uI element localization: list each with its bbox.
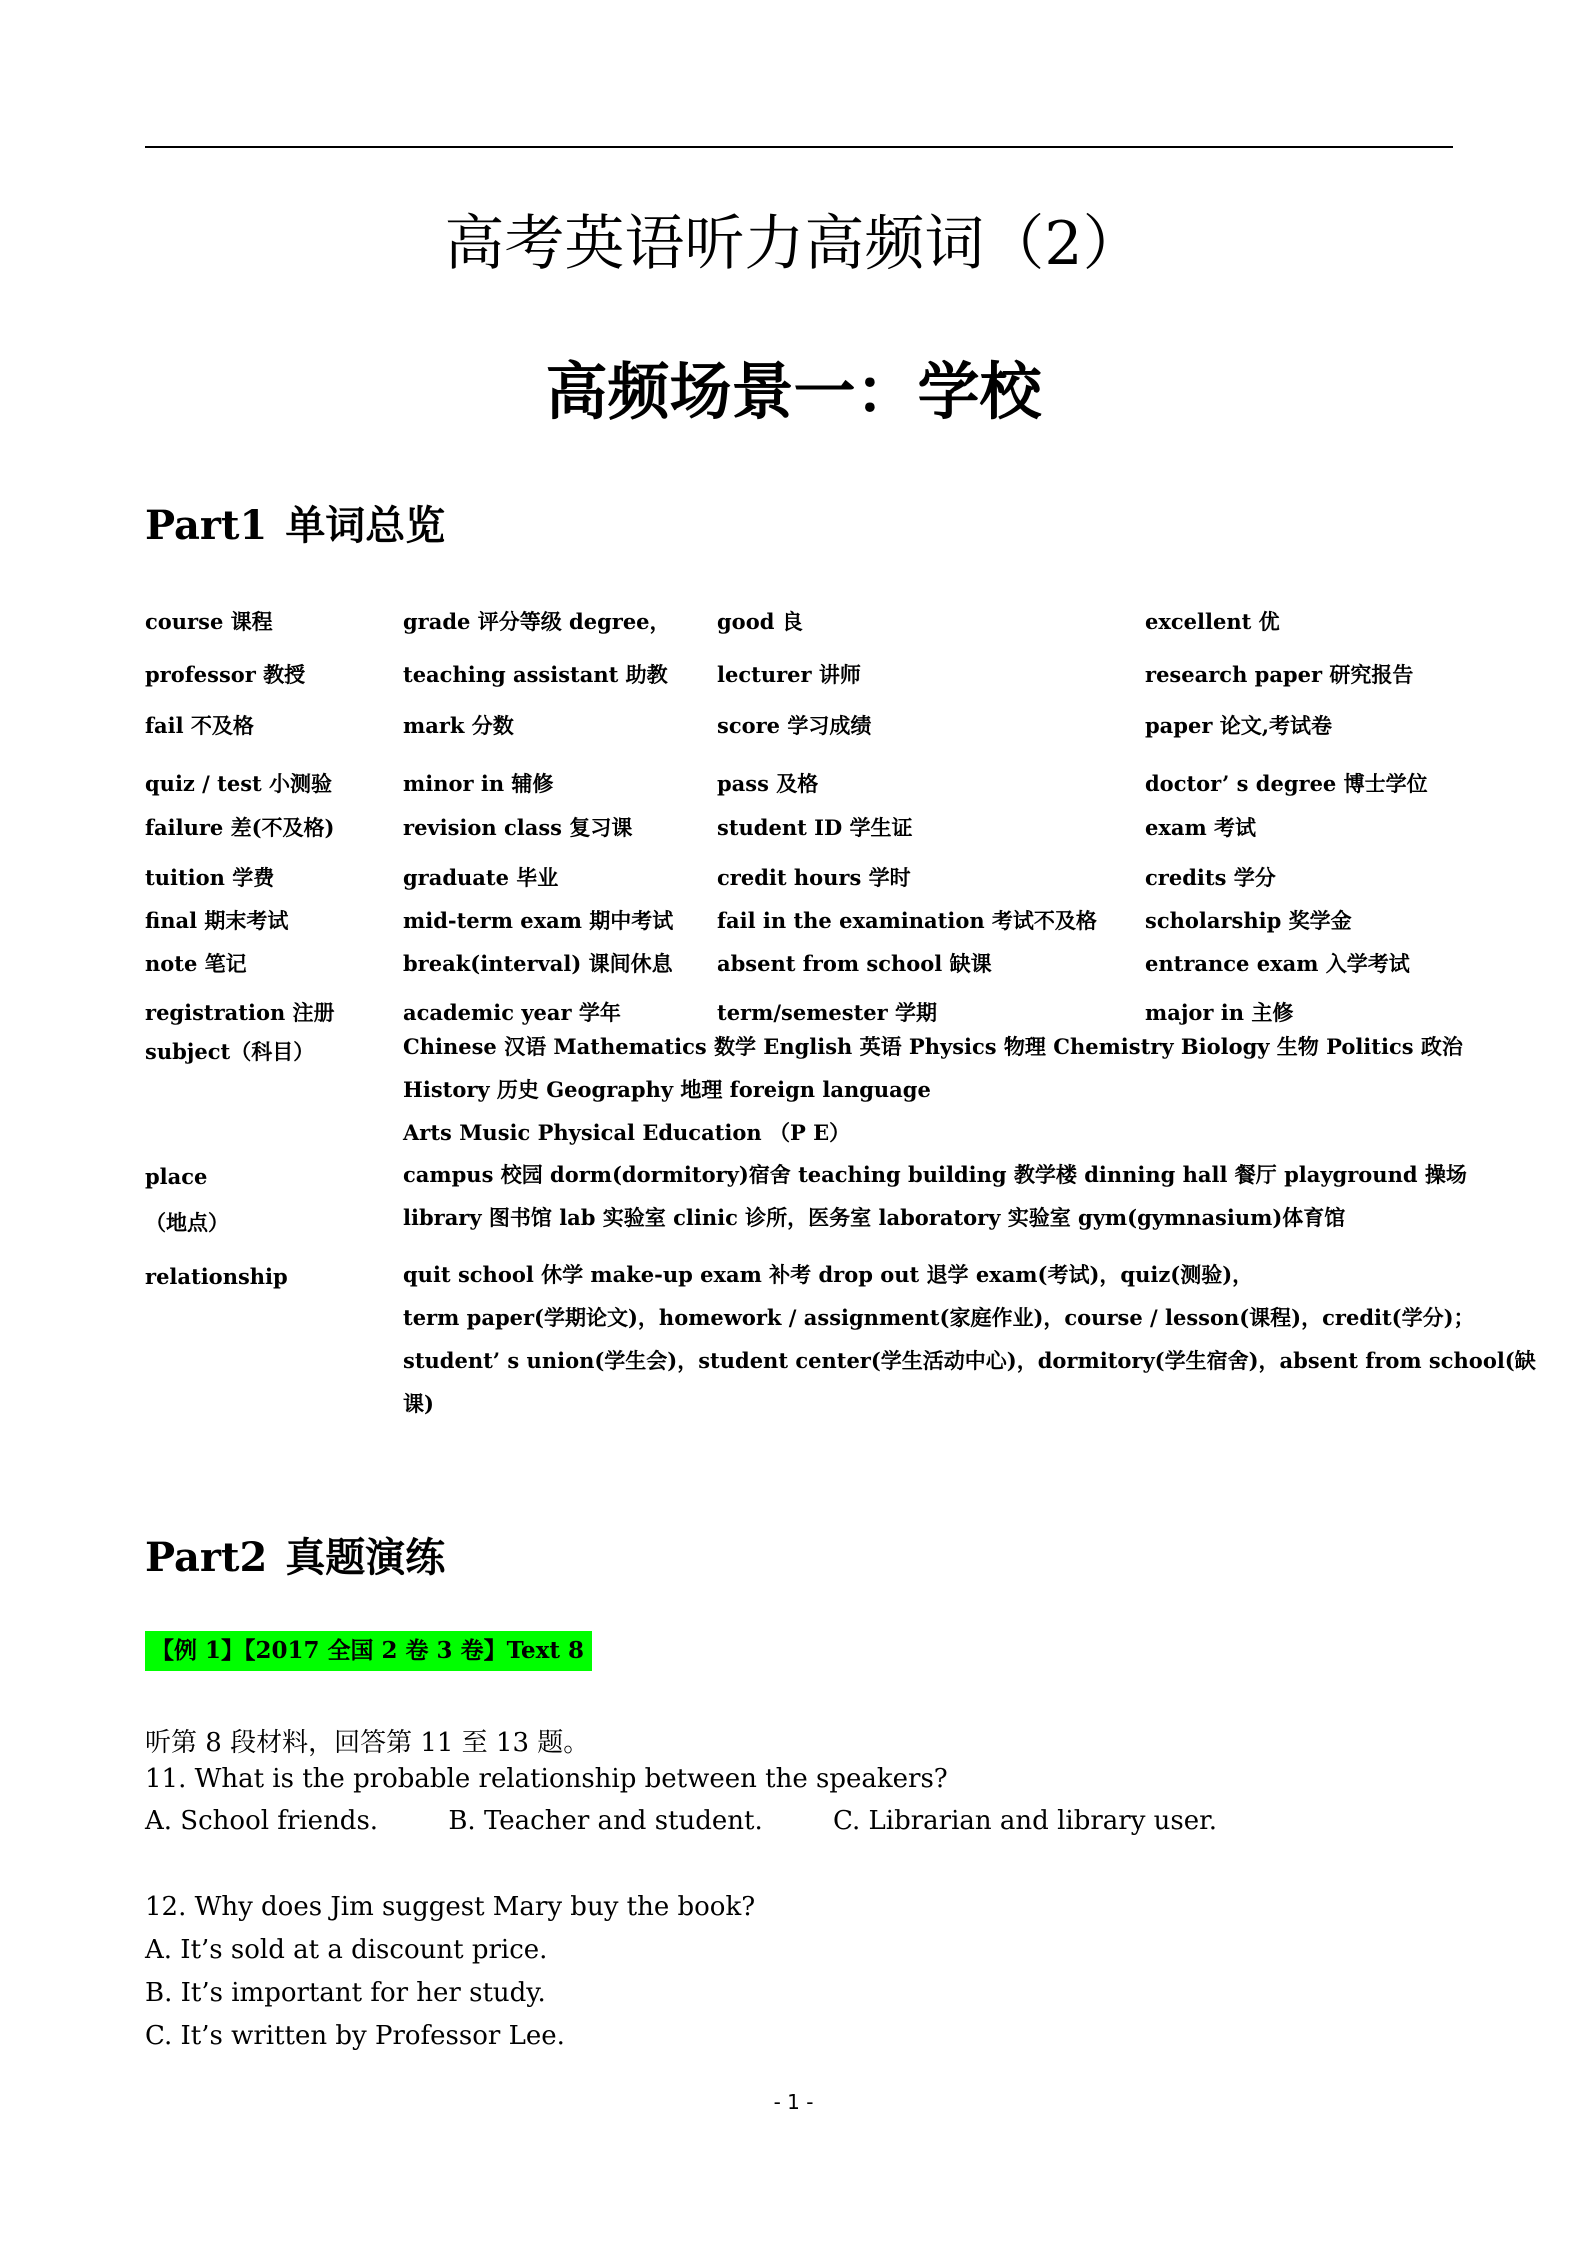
vocab-cell: teaching assistant 助教 (403, 662, 668, 687)
example-tag: 【例 1】【2017 全国 2 卷 3 卷】Text 8 (145, 1631, 592, 1671)
vocab-cell: final 期末考试 (145, 908, 289, 933)
vocab-cell: score 学习成绩 (717, 713, 872, 738)
place-line: library 图书馆 lab 实验室 clinic 诊所，医务室 laboratory 实验室 gym(gymnasium)体育馆 (403, 1205, 1346, 1230)
header-rule (145, 146, 1453, 148)
vocab-cell: excellent 优 (1145, 609, 1280, 634)
place-line: campus 校园 dorm(dormitory)宿舍 teaching building 教学楼 dinning hall 餐厅 playground 操场 (403, 1162, 1467, 1187)
place-label-cn: （地点） (145, 1210, 229, 1235)
option-b: B. It’s important for her study. (145, 1978, 546, 2008)
vocab-cell: minor in 辅修 (403, 771, 554, 796)
subject-line: Chinese 汉语 Mathematics 数学 English 英语 Physics 物理 Chemistry Biology 生物 Politics 政治 (403, 1034, 1463, 1059)
subject-list (403, 1025, 1475, 1154)
part1-heading (145, 494, 445, 551)
vocab-cell: fail 不及格 (145, 713, 254, 738)
part1-title: 单词总览 (285, 502, 446, 549)
vocab-cell: academic year 学年 (403, 1000, 621, 1025)
option-a: A. It’s sold at a discount price. (145, 1935, 548, 1965)
vocab-cell: term/semester 学期 (717, 1000, 938, 1025)
vocab-cell: credit hours 学时 (717, 865, 911, 890)
part2-number: Part2 (145, 1534, 268, 1581)
vocab-cell: mark 分数 (403, 713, 514, 738)
scene-title: 高频场景一：学校 (545, 355, 1042, 428)
relationship-label: relationship (145, 1264, 288, 1289)
vocab-cell: fail in the examination 考试不及格 (717, 908, 1097, 933)
listening-instruction: 听第 8 段材料，回答第 11 至 13 题。 (145, 1728, 590, 1758)
question-11-options (145, 1806, 1279, 1836)
place-label: place (145, 1164, 208, 1189)
question-12: 12. Why does Jim suggest Mary buy the book? (145, 1892, 756, 1922)
part1-number: Part1 (145, 502, 268, 549)
vocab-cell: failure 差(不及格) (145, 815, 335, 840)
vocab-cell: lecturer 讲师 (717, 662, 861, 687)
vocab-cell: research paper 研究报告 (1145, 662, 1414, 687)
subject-line: History 历史 Geography 地理 foreign language (403, 1077, 931, 1102)
vocab-cell: absent from school 缺课 (717, 951, 992, 976)
vocab-cell: note 笔记 (145, 951, 247, 976)
option-a: A. School friends. (145, 1806, 379, 1836)
document-title: 高考英语听力高频词（2） (444, 209, 1143, 279)
vocab-cell: tuition 学费 (145, 865, 275, 890)
vocab-cell: doctor’ s degree 博士学位 (1145, 771, 1428, 796)
vocab-cell: mid-term exam 期中考试 (403, 908, 674, 933)
option-c: C. It’s written by Professor Lee. (145, 2021, 565, 2051)
vocab-cell: exam 考试 (1145, 815, 1257, 840)
relationship-line: quit school 休学 make-up exam 补考 drop out 退学 exam(考试)，quiz(测验)， (403, 1262, 1254, 1287)
vocab-cell: break(interval) 课间休息 (403, 951, 673, 976)
question-11: 11. What is the probable relationship between the speakers? (145, 1764, 948, 1794)
vocab-cell: professor 教授 (145, 662, 306, 687)
relationship-line: term paper(学期论文)，homework / assignment(家庭作业)，course / lesson(课程)，credit(学分)； (403, 1305, 1475, 1330)
vocab-cell: pass 及格 (717, 771, 819, 796)
page-number: - 1 - (773, 2090, 814, 2114)
vocab-cell: registration 注册 (145, 1000, 335, 1025)
relationship-line: student’ s union(学生会)，student center(学生活动中心)，dormitory(学生宿舍)，absent from school(缺 (403, 1348, 1536, 1373)
vocab-cell: credits 学分 (1145, 865, 1276, 890)
option-c: C. Librarian and library user. (833, 1806, 1217, 1836)
vocab-cell: course 课程 (145, 609, 273, 634)
vocab-cell: revision class 复习课 (403, 815, 633, 840)
part2-title: 真题演练 (285, 1534, 446, 1581)
part2-heading (145, 1526, 445, 1583)
vocab-cell: major in 主修 (1145, 1000, 1294, 1025)
vocab-cell: paper 论文,考试卷 (1145, 713, 1333, 738)
vocab-cell: entrance exam 入学考试 (1145, 951, 1410, 976)
vocab-cell: good 良 (717, 609, 803, 634)
subject-line: Arts Music Physical Education （P E） (403, 1120, 851, 1145)
vocab-cell: graduate 毕业 (403, 865, 559, 890)
subject-label: subject（科目） (145, 1039, 315, 1064)
relationship-line: 课) (403, 1391, 434, 1416)
place-list (403, 1153, 1475, 1239)
vocab-cell: student ID 学生证 (717, 815, 913, 840)
vocab-cell: scholarship 奖学金 (1145, 908, 1352, 933)
relationship-list (403, 1253, 1536, 1425)
option-b: B. Teacher and student. (448, 1806, 763, 1836)
vocab-cell: grade 评分等级 degree， (403, 609, 671, 634)
vocab-cell: quiz / test 小测验 (145, 771, 333, 796)
